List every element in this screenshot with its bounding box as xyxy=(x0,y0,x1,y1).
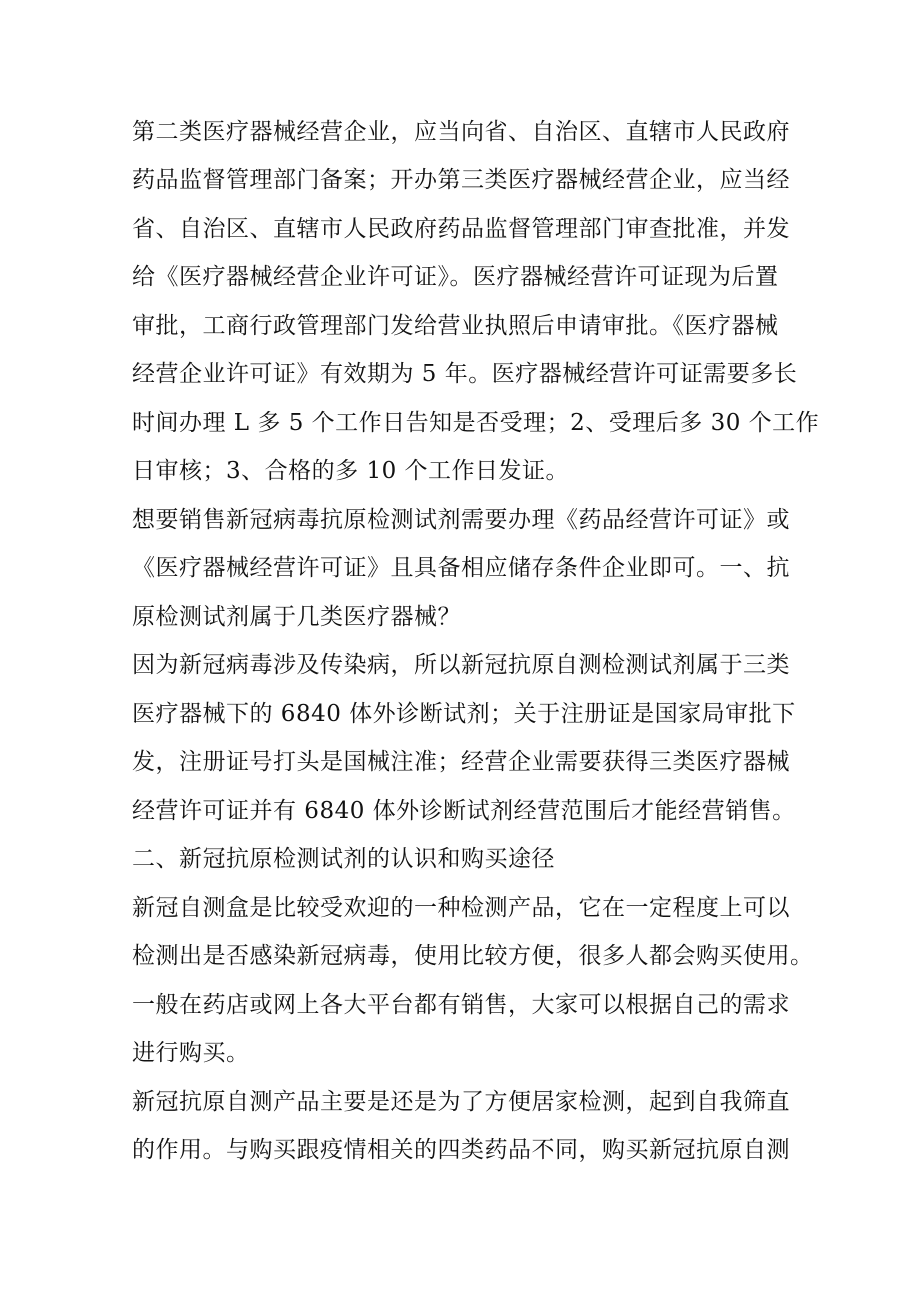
text-line: 一般在药店或网上各大平台都有销售，大家可以根据自己的需求 xyxy=(132,992,790,1018)
text-line: 检测出是否感染新冠病毒，使用比较方便，很多人都会购买使用。 xyxy=(132,943,814,969)
text-line: 进行购买。 xyxy=(132,1040,250,1066)
text-line: 原检测试剂属于几类医疗器械？ xyxy=(132,604,461,630)
text-line: 经营企业许可证》有效期为 5 年。医疗器械经营许可证需要多长 xyxy=(132,361,798,387)
text-line: 想要销售新冠病毒抗原检测试剂需要办理《药品经营许可证》或 xyxy=(132,507,790,533)
section-heading: 二、新冠抗原检测试剂的认识和购买途径 xyxy=(132,846,555,872)
text-line: 发，注册证号打头是国械注准；经营企业需要获得三类医疗器械 xyxy=(132,749,790,775)
text-line: 新冠抗原自测产品主要是还是为了方便居家检测，起到自我筛直 xyxy=(132,1089,790,1115)
text-line: 的作用。与购买跟疫情相关的四类药品不同，购买新冠抗原自测 xyxy=(132,1137,790,1163)
text-line: 省、自治区、直辖市人民政府药品监督管理部门审查批准，并发 xyxy=(132,216,790,242)
text-line: 日审核；3、合格的多 10 个工作日发证。 xyxy=(132,458,570,484)
text-line: 时间办理 L 多 5 个工作日告知是否受理；2、受理后多 30 个工作 xyxy=(132,410,820,436)
text-line: 医疗器械下的 6840 体外诊断试剂；关于注册证是国家局审批下 xyxy=(132,701,796,727)
text-line: 新冠自测盒是比较受欢迎的一种检测产品，它在一定程度上可以 xyxy=(132,895,790,921)
text-line: 第二类医疗器械经营企业，应当向省、自治区、直辖市人民政府 xyxy=(132,119,790,145)
text-line: 审批，工商行政管理部门发给营业执照后申请审批。《医疗器械 xyxy=(132,313,779,339)
text-line: 给《医疗器械经营企业许可证》。医疗器械经营许可证现为后置 xyxy=(132,264,779,290)
text-line: 经营许可证并有 6840 体外诊断试剂经营范围后才能经营销售。 xyxy=(132,798,796,824)
text-line: 《医疗器械经营许可证》且具备相应储存条件企业即可。一、抗 xyxy=(132,555,790,581)
text-line: 因为新冠病毒涉及传染病，所以新冠抗原自测检测试剂属于三类 xyxy=(132,652,790,678)
text-line: 药品监督管理部门备案；开办第三类医疗器械经营企业，应当经 xyxy=(132,167,790,193)
